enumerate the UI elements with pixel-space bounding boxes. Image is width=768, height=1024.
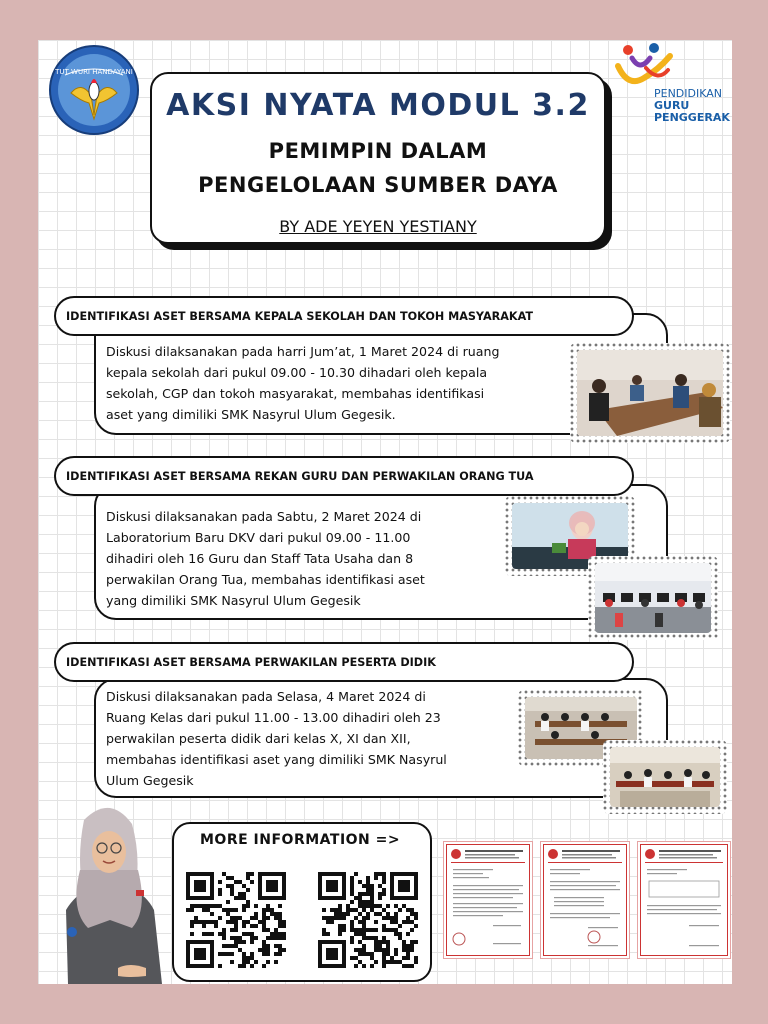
section-2-line: yang dimiliki SMK Nasyrul Ulum Gegesik	[106, 593, 361, 608]
subtitle-line-2: PENGELOLAAN SUMBER DAYA	[198, 173, 558, 197]
section-3-text	[106, 686, 447, 791]
section-1-line: aset yang dimiliki SMK Nasyrul Ulum Gegesik.	[106, 407, 396, 422]
section-3-heading: IDENTIFIKASI ASET BERSAMA PERWAKILAN PESERTA DIDIK	[54, 642, 634, 682]
letter-document-3	[640, 844, 728, 956]
section-2-line: perwakilan Orang Tua, membahas identifikasi aset	[106, 572, 425, 587]
guru-penggerak-logo	[610, 42, 732, 122]
section-3-line: Diskusi dilaksanakan pada Selasa, 4 Maret 2024 di	[106, 689, 426, 704]
section-3-line: Ulum Gegesik	[106, 773, 194, 788]
qr-code-1[interactable]	[186, 872, 286, 968]
title-card	[150, 72, 606, 244]
letter-document-2	[543, 844, 627, 956]
section-2-line: Laboratorium Baru DKV dari pukul 09.00 - 11.00	[106, 530, 411, 545]
qr-code-2[interactable]	[318, 872, 418, 968]
section-2-text	[106, 506, 425, 611]
classroom-photo-3b	[603, 740, 727, 814]
logo-text-penggerak: PENGGERAK	[654, 111, 730, 124]
section-1-heading: IDENTIFIKASI ASET BERSAMA KEPALA SEKOLAH DAN TOKOH MASYARAKAT	[54, 296, 634, 336]
meeting-photo-2b	[588, 556, 718, 640]
page-title: AKSI NYATA MODUL 3.2	[166, 88, 590, 123]
section-1-line: sekolah, CGP dan tokoh masyarakat, membahas identifikasi	[106, 386, 485, 401]
section-1-text	[106, 341, 499, 425]
tut-wuri-handayani-logo	[45, 45, 143, 135]
logo-text-guru: GURU	[654, 99, 690, 112]
author-photo	[50, 800, 170, 984]
letter-document-1	[446, 844, 530, 956]
author-credit: BY ADE YEYEN YESTIANY	[279, 217, 477, 236]
section-2-heading: IDENTIFIKASI ASET BERSAMA REKAN GURU DAN PERWAKILAN ORANG TUA	[54, 456, 634, 496]
section-2-line: dihadiri oleh 16 Guru dan Staff Tata Usaha dan 8	[106, 551, 414, 566]
section-3-line: Ruang Kelas dari pukul 11.00 - 13.00 dihadiri oleh 23	[106, 710, 441, 725]
section-2-line: Diskusi dilaksanakan pada Sabtu, 2 Maret 2024 di	[106, 509, 422, 524]
section-1-line: kepala sekolah dari pukul 09.00 - 10.30 dihadari oleh kepala	[106, 365, 488, 380]
more-information-label: MORE INFORMATION =>	[200, 832, 401, 848]
subtitle-line-1: PEMIMPIN DALAM	[268, 139, 488, 163]
meeting-photo-1	[570, 343, 730, 443]
section-3-line: membahas identifikasi aset yang dimiliki SMK Nasyrul	[106, 752, 447, 767]
logo-text-pendidikan: PENDIDIKAN	[654, 87, 723, 100]
section-3-line: perwakilan peserta didik dari kelas X, XI dan XII,	[106, 731, 411, 746]
logo-motto: TUT WURI HANDAYANI	[55, 68, 133, 76]
section-1-line: Diskusi dilaksanakan pada harri Jum’at, 1 Maret 2024 di ruang	[106, 344, 500, 359]
